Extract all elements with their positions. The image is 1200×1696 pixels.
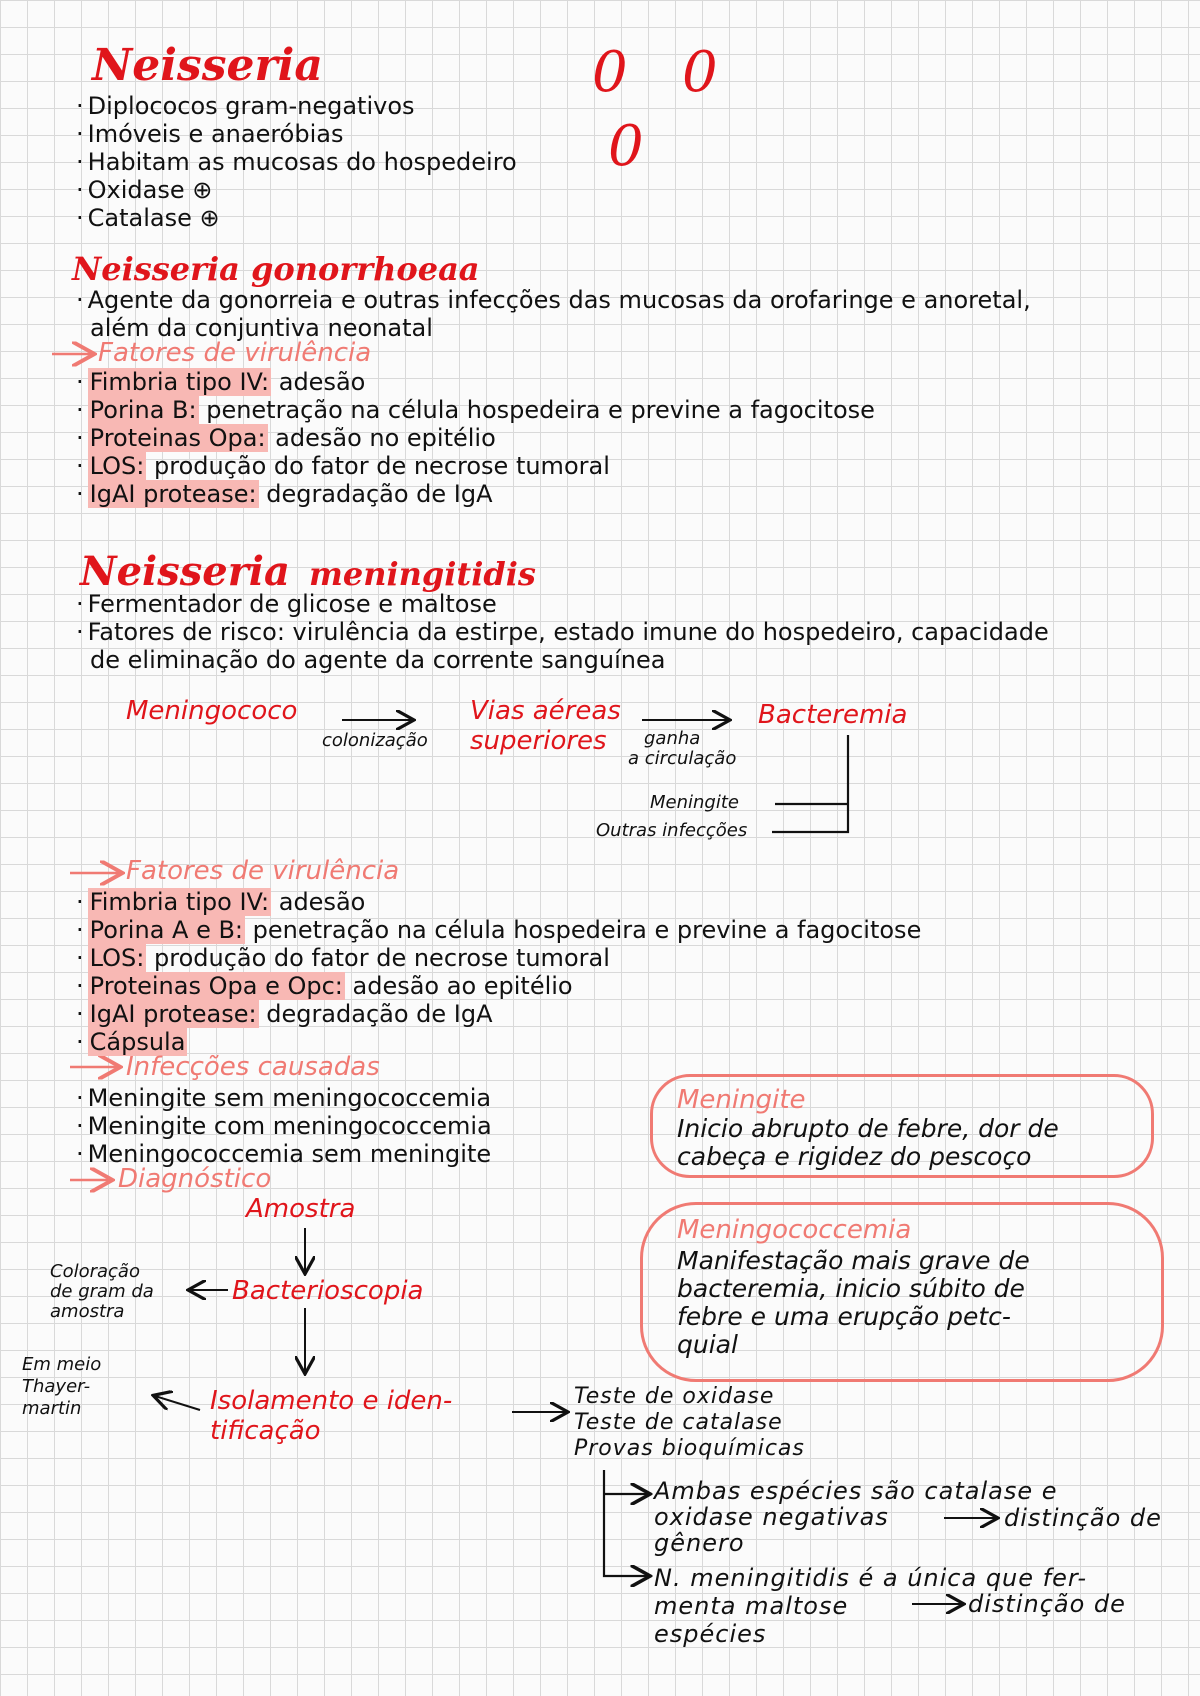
list-item: · Porina A e B: penetração na célula hospedeira e previne a fagocitose bbox=[76, 916, 921, 944]
margin-mark-1: 0 bbox=[592, 40, 628, 105]
factor-term: Cápsula bbox=[89, 1028, 186, 1056]
flow-circulacao: a circulação bbox=[628, 748, 737, 769]
list-item: Teste de catalase bbox=[574, 1410, 783, 1435]
meningococcemia-box bbox=[640, 1202, 1164, 1382]
meningococcemia-box-text: Manifestação mais grave de bacteremia, inicio súbito de febre e uma erupção petc- quial bbox=[677, 1246, 1030, 1359]
mening-factors bbox=[76, 888, 921, 1056]
list-item: · Catalase ⊕ bbox=[76, 204, 517, 232]
margin-mark-2: 0 bbox=[682, 40, 718, 105]
list-item: · Habitam as mucosas do hospedeiro bbox=[76, 148, 517, 176]
list-item: · Porina B: penetração na célula hospedeira e previne a fagocitose bbox=[76, 396, 875, 424]
meningite-box-text: Inicio abrupto de febre, dor de cabeça e rigidez do pescoço bbox=[677, 1114, 1059, 1171]
gono-intro-line-1: · Agente da gonorreia e outras infecções das mucosas da orofaringe e anoretal, bbox=[76, 286, 1031, 314]
flow-bacteremia: Bacteremia bbox=[758, 700, 908, 730]
diag-coloracao: Coloração de gram da amostra bbox=[50, 1261, 154, 1322]
flow-meningococo: Meningococo bbox=[126, 696, 298, 726]
flow-colonizacao: colonização bbox=[322, 730, 428, 751]
flow-ganha: ganha bbox=[644, 728, 701, 749]
list-item: · LOS: produção do fator de necrose tumoral bbox=[76, 944, 921, 972]
diag-amostra: Amostra bbox=[246, 1194, 356, 1224]
gono-title: Neisseria gonorrhoeaa bbox=[72, 250, 480, 288]
results-bracket bbox=[604, 1470, 648, 1576]
list-item: · Fimbria tipo IV: adesão bbox=[76, 888, 921, 916]
page-title: Neisseria bbox=[92, 40, 323, 91]
mening-title: Neisseria meningitidis bbox=[80, 548, 536, 595]
list-item: Provas bioquímicas bbox=[574, 1436, 805, 1461]
diag-result-2-arrow-text: distinção de bbox=[968, 1590, 1126, 1618]
mening-virulence-heading: Fatores de virulência bbox=[126, 856, 400, 886]
list-item: · Diplococos gram-negativos bbox=[76, 92, 517, 120]
meningite-box bbox=[650, 1074, 1154, 1178]
flow-superiores: superiores bbox=[470, 726, 607, 756]
diag-result-1-arrow-text: distinção de bbox=[1004, 1504, 1162, 1532]
list-item: · Fermentador de glicose e maltose bbox=[76, 590, 1049, 618]
list-item: · Imóveis e anaeróbias bbox=[76, 120, 517, 148]
list-item: · IgAI protease: degradação de IgA bbox=[76, 480, 875, 508]
diag-isolamento: Isolamento e iden- tificação bbox=[210, 1386, 453, 1446]
diagnosis-heading: Diagnóstico bbox=[118, 1164, 272, 1194]
diag-bacterioscopia: Bacterioscopia bbox=[232, 1276, 424, 1306]
factor-term: Proteinas Opa e Opc: bbox=[89, 972, 343, 1000]
meningite-box-title: Meningite bbox=[677, 1085, 806, 1115]
list-item: Teste de oxidase bbox=[574, 1384, 775, 1409]
header-bullets bbox=[76, 92, 517, 232]
flow-outras: Outras infecções bbox=[596, 820, 748, 841]
factor-term: LOS: bbox=[89, 452, 145, 480]
gono-factors bbox=[76, 368, 875, 508]
factor-term: Proteinas Opa: bbox=[89, 424, 266, 452]
margin-mark-3: 0 bbox=[608, 114, 644, 179]
gono-intro-line-2: além da conjuntiva neonatal bbox=[90, 314, 433, 342]
gono-virulence-heading: Fatores de virulência bbox=[98, 338, 372, 368]
diag-testes bbox=[574, 1384, 805, 1462]
list-item: · Meningite com meningococcemia bbox=[76, 1112, 492, 1140]
diag-result-1: Ambas espécies são catalase e oxidase negativas gênero bbox=[654, 1477, 1058, 1557]
diag-result-2: N. meningitidis é a única que fer- menta maltose espécies bbox=[654, 1564, 1088, 1648]
bacteremia-bracket bbox=[772, 735, 848, 832]
gono-intro bbox=[76, 286, 1031, 342]
flow-meningite: Meningite bbox=[650, 792, 739, 813]
factor-term: LOS: bbox=[89, 944, 145, 972]
mening-intro bbox=[76, 590, 1049, 674]
factor-term: Fimbria tipo IV: bbox=[89, 888, 270, 916]
list-item: · Meningococcemia sem meningite bbox=[76, 1140, 492, 1168]
flow-vias-aereas: Vias aéreas bbox=[470, 696, 621, 726]
list-item: · Proteinas Opa e Opc: adesão ao epitélio bbox=[76, 972, 921, 1000]
factor-term: IgAI protease: bbox=[89, 480, 257, 508]
factor-term: Fimbria tipo IV: bbox=[89, 368, 270, 396]
list-item: · IgAI protease: degradação de IgA bbox=[76, 1000, 921, 1028]
meningococcemia-box-title: Meningococcemia bbox=[677, 1215, 912, 1245]
list-item: · Oxidase ⊕ bbox=[76, 176, 517, 204]
list-item: · Proteinas Opa: adesão no epitélio bbox=[76, 424, 875, 452]
list-item-cont: de eliminação do agente da corrente sanguínea bbox=[90, 646, 666, 674]
diag-meio: Em meio Thayer- martin bbox=[22, 1354, 102, 1419]
list-item: · Meningite sem meningococcemia bbox=[76, 1084, 492, 1112]
infections-list bbox=[76, 1084, 492, 1168]
list-item: · Fimbria tipo IV: adesão bbox=[76, 368, 875, 396]
list-item: · LOS: produção do fator de necrose tumoral bbox=[76, 452, 875, 480]
factor-term: Porina A e B: bbox=[89, 916, 244, 944]
arrow-to-meio bbox=[155, 1396, 200, 1410]
infections-heading: Infecções causadas bbox=[126, 1052, 380, 1082]
list-item: · Fatores de risco: virulência da estirpe, estado imune do hospedeiro, capacidade bbox=[76, 618, 1049, 646]
factor-term: Porina B: bbox=[89, 396, 197, 424]
factor-term: IgAI protease: bbox=[89, 1000, 257, 1028]
